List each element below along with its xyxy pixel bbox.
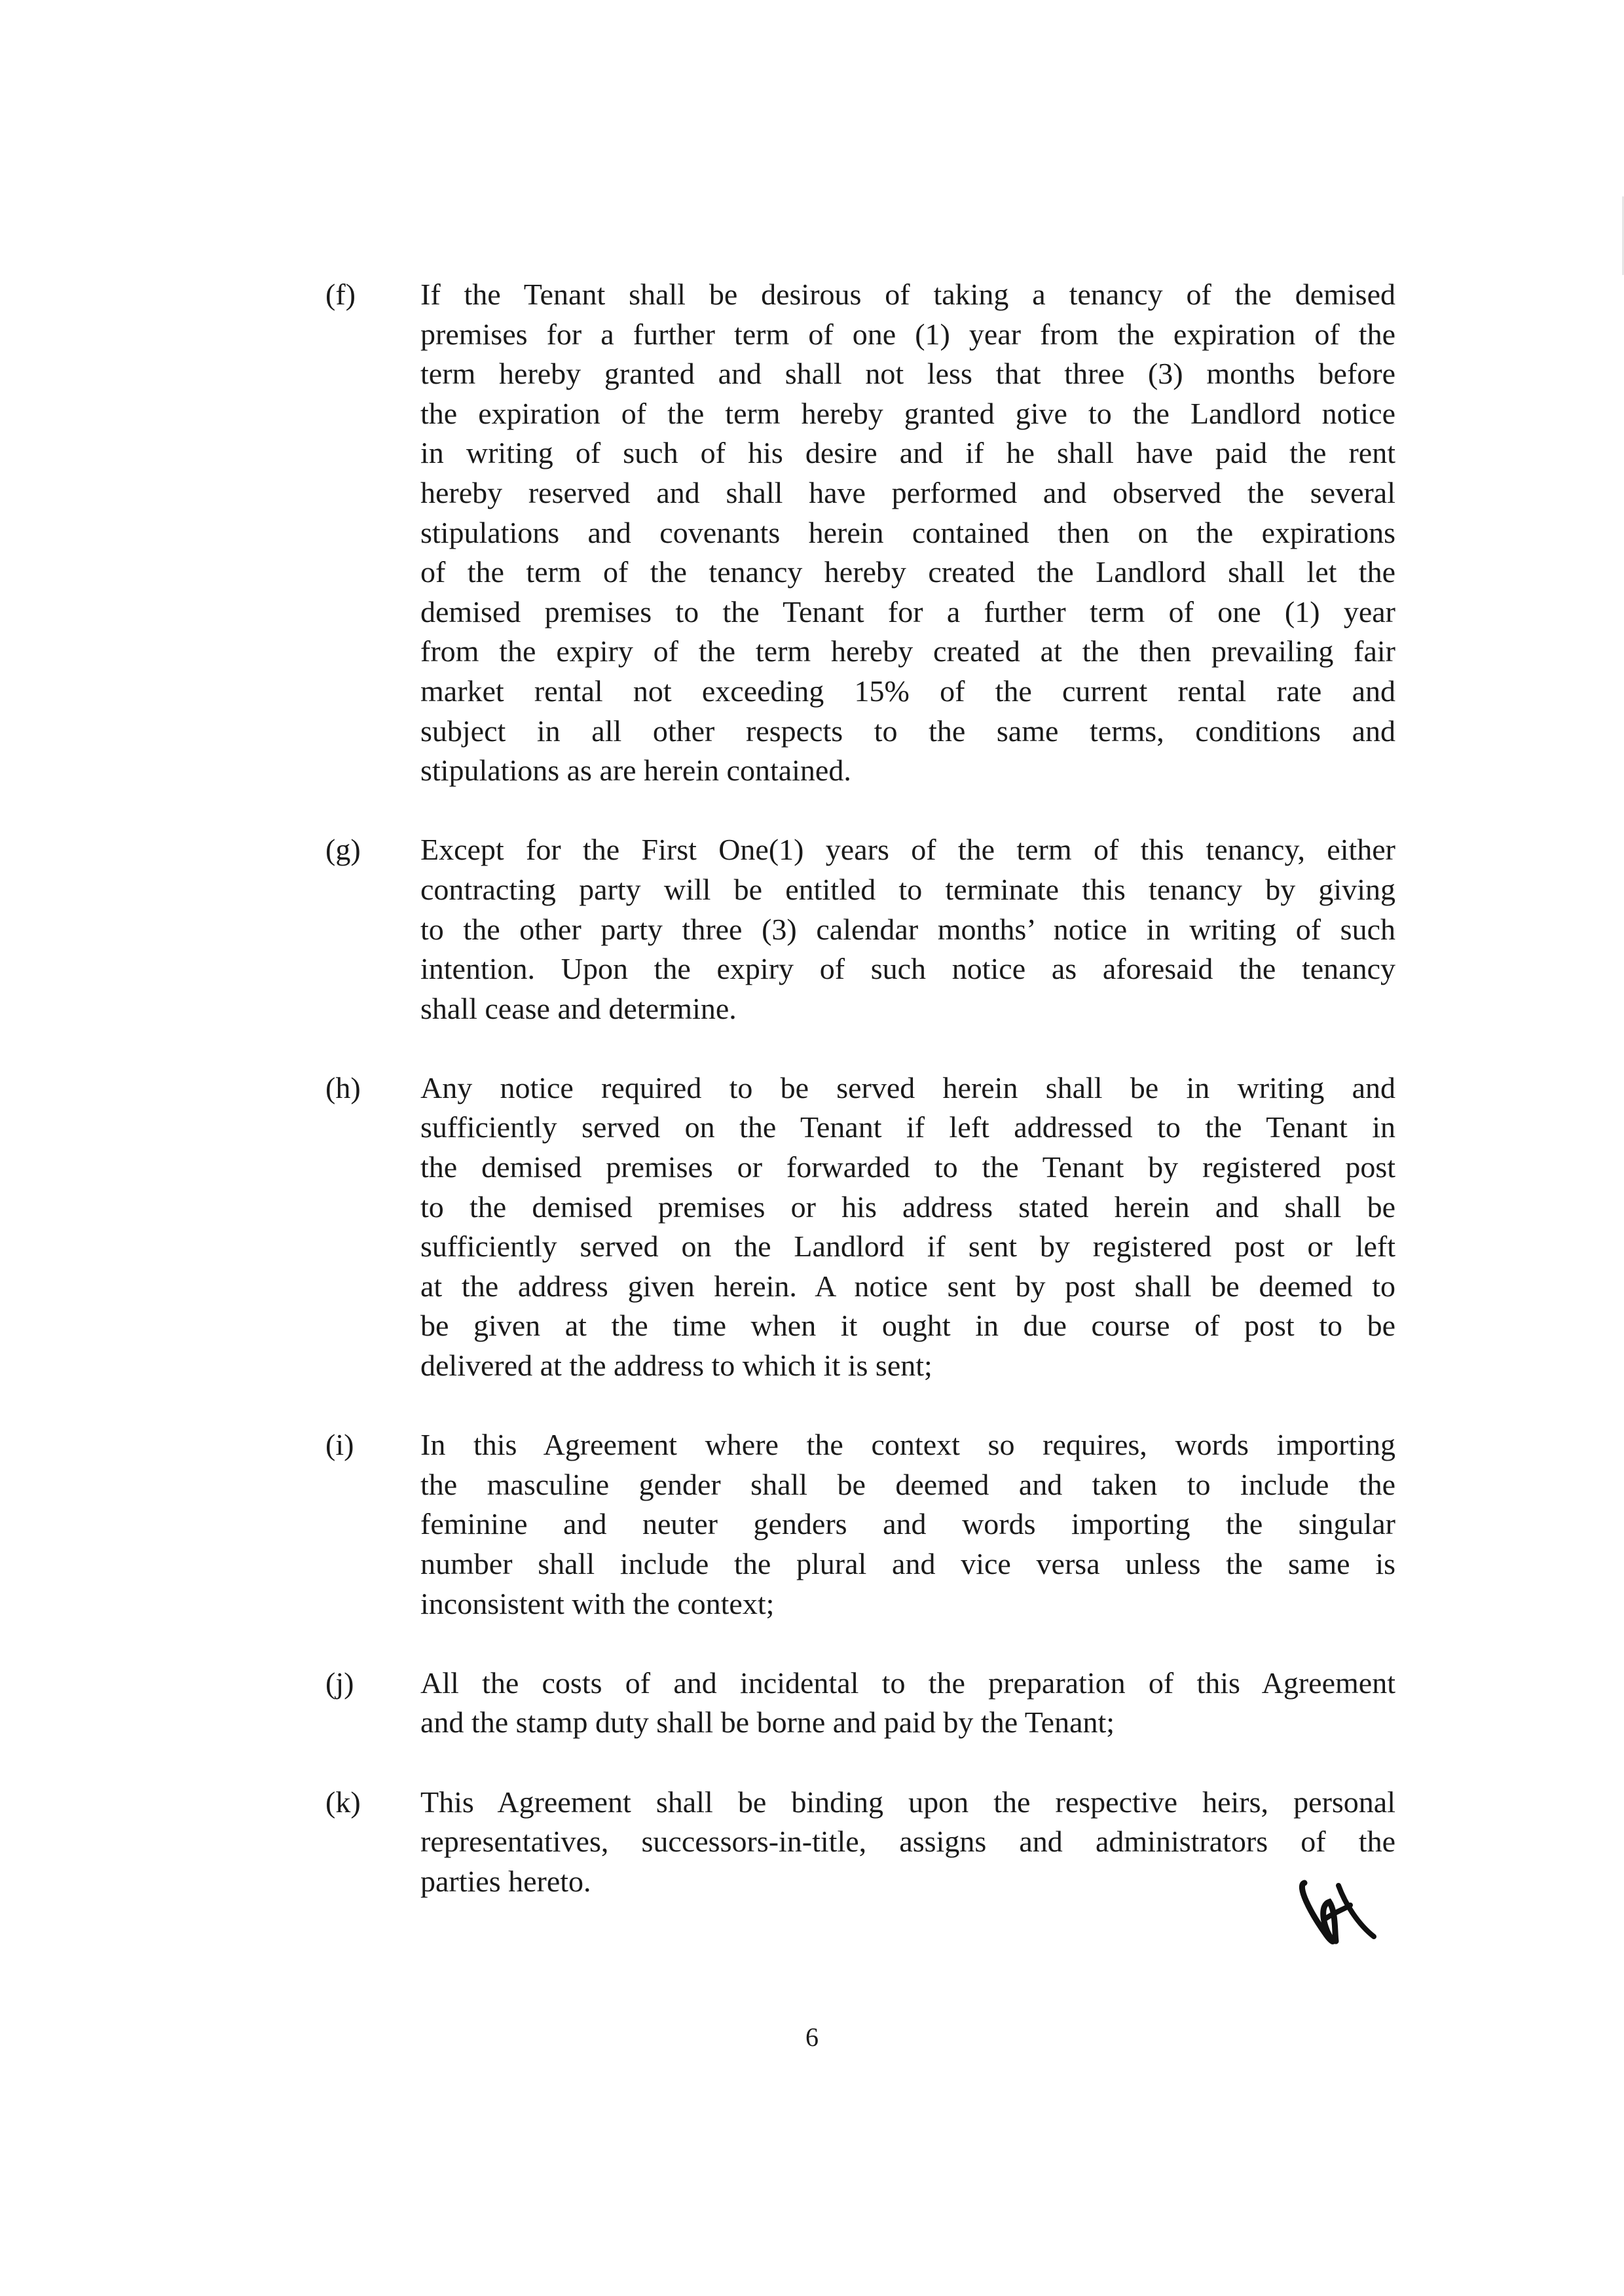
clause-line: the masculine gender shall be deemed and taken to include the [420, 1467, 1395, 1501]
clause-line: be given at the time when it ought in due course of post to be [420, 1309, 1395, 1343]
clause-label: (j) [325, 1666, 354, 1700]
clause-text [420, 275, 1395, 791]
clause [325, 1783, 1399, 1902]
clause [325, 1425, 1399, 1624]
clause-line: the demised premises or forwarded to the Tenant by registered post [420, 1150, 1395, 1184]
clause-line: feminine and neuter genders and words importing the singular [420, 1507, 1395, 1541]
clause-line: This Agreement shall be binding upon the respective heirs, personal [420, 1785, 1395, 1819]
clause [325, 830, 1399, 1029]
clause-text [420, 1664, 1395, 1743]
clause-line: number shall include the plural and vice versa unless the same is [420, 1547, 1395, 1580]
clause-line: subject in all other respects to the same terms, conditions and [420, 714, 1395, 748]
clause-line: in writing of such of his desire and if he shall have paid the rent [420, 436, 1395, 470]
clause-line: sufficiently served on the Tenant if left addressed to the Tenant in [420, 1110, 1395, 1144]
clause-line: at the address given herein. A notice sent by post shall be deemed to [420, 1269, 1395, 1303]
clause-line: and the stamp duty shall be borne and paid by the Tenant; [420, 1705, 1115, 1740]
clause-line: market rental not exceeding 15% of the current rental rate and [420, 674, 1395, 708]
clause-line: All the costs of and incidental to the preparation of this Agreement [420, 1666, 1395, 1700]
signature-initials [1290, 1879, 1382, 1954]
clause-line: shall cease and determine. [420, 991, 737, 1025]
clause-label: (f) [325, 278, 356, 311]
clause-line: parties hereto. [420, 1864, 591, 1898]
clause-text [420, 1425, 1395, 1624]
clause-label: (k) [325, 1785, 361, 1819]
clause-line: representatives, successors-in-title, assigns and administrators of the [420, 1825, 1395, 1859]
clause-line: to the other party three (3) calendar months’ notice in writing of such [420, 912, 1395, 946]
clause-line: demised premises to the Tenant for a further term of one (1) year [420, 594, 1395, 629]
clause-text [420, 1783, 1395, 1902]
clause-line: contracting party will be entitled to terminate this tenancy by giving [420, 872, 1395, 906]
clause-line: hereby reserved and shall have performed and observed the several [420, 475, 1395, 509]
clause-line: term hereby granted and shall not less that three (3) months before [420, 357, 1395, 391]
clause-line: inconsistent with the context; [420, 1586, 775, 1620]
clause-line: In this Agreement where the context so requires, words importing [420, 1428, 1395, 1462]
clause-line: stipulations as are herein contained. [420, 754, 851, 788]
clause-line: If the Tenant shall be desirous of taking a tenancy of the demised [420, 278, 1395, 311]
clause-line: delivered at the address to which it is sent; [420, 1349, 932, 1383]
page-number: 6 [805, 2022, 819, 2052]
clause-line: premises for a further term of one (1) year from the expiration of the [420, 317, 1395, 351]
clause-line: Any notice required to be served herein shall be in writing and [420, 1070, 1395, 1104]
clause-line: from the expiry of the term hereby created at the then prevailing fair [420, 634, 1395, 668]
clause-label: (i) [325, 1428, 354, 1462]
clause-text [420, 830, 1395, 1029]
clause-line: to the demised premises or his address stated herein and shall be [420, 1190, 1395, 1224]
clause-label: (h) [325, 1070, 361, 1104]
clause [325, 1068, 1399, 1386]
agreement-clauses [325, 275, 1399, 1941]
clause-line: intention. Upon the expiry of such notice as aforesaid the tenancy [420, 952, 1395, 986]
clause [325, 1664, 1399, 1743]
clause-line: sufficiently served on the Landlord if sent by registered post or left [420, 1230, 1395, 1264]
clause-text [420, 1068, 1395, 1386]
clause-line: stipulations and covenants herein contained then on the expirations [420, 515, 1395, 549]
clause-line: Except for the First One(1) years of the term of this tenancy, either [420, 833, 1395, 867]
clause-label: (g) [325, 833, 361, 867]
clause [325, 275, 1399, 791]
clause-line: the expiration of the term hereby granted give to the Landlord notice [420, 396, 1395, 430]
clause-line: of the term of the tenancy hereby created the Landlord shall let the [420, 555, 1395, 589]
